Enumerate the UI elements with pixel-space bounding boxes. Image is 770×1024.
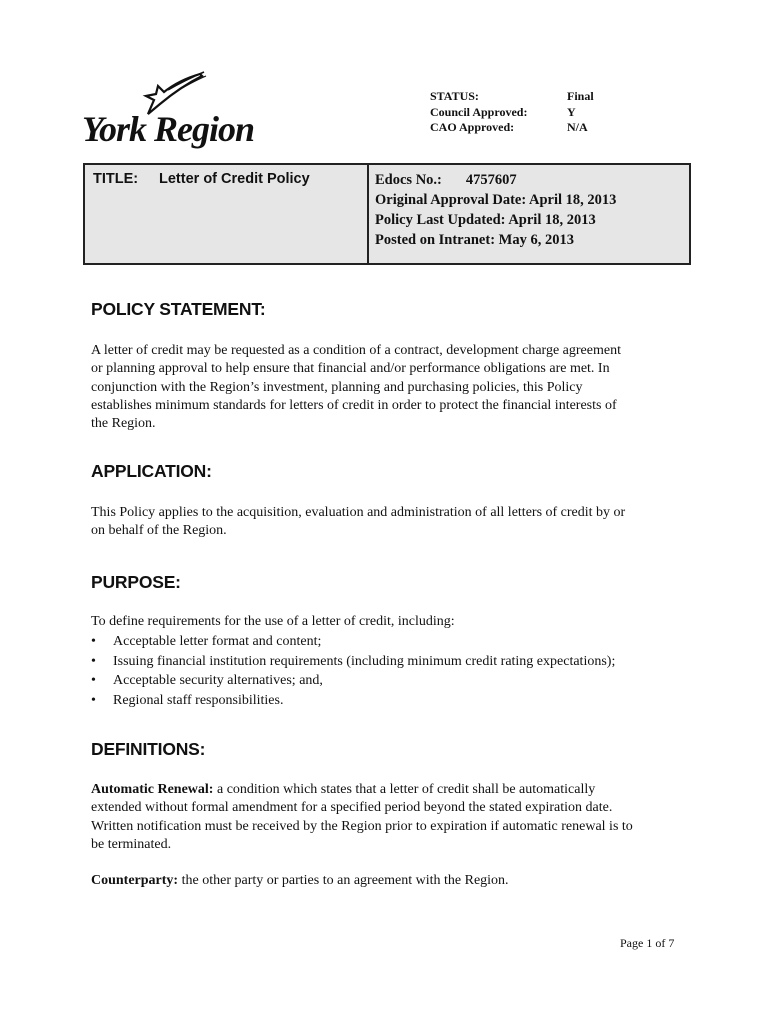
status-row bbox=[430, 89, 594, 105]
original-approval-date: Original Approval Date: April 18, 2013 bbox=[375, 192, 617, 208]
definition-term: Automatic Renewal: bbox=[91, 782, 214, 797]
council-approved-label: Council Approved: bbox=[430, 104, 528, 119]
list-item: • Acceptable letter format and content; bbox=[91, 632, 691, 652]
cao-approved-label: CAO Approved: bbox=[430, 120, 515, 134]
definition-term: Counterparty: bbox=[91, 873, 179, 888]
page-number: Page 1 of 7 bbox=[620, 936, 675, 950]
council-approved-row bbox=[430, 105, 594, 121]
text-line: on behalf of the Region. bbox=[91, 523, 227, 539]
list-item: • Regional staff responsibilities. bbox=[91, 691, 691, 711]
list-item: • Acceptable security alternatives; and, bbox=[91, 671, 691, 691]
edocs-number: 4757607 bbox=[465, 172, 517, 188]
purpose-intro: To define requirements for the use of a letter of credit, including: bbox=[91, 614, 455, 629]
edocs-line bbox=[375, 170, 689, 190]
policy-statement-text bbox=[91, 342, 691, 433]
cao-approved-value: N/A bbox=[567, 120, 588, 134]
purpose-heading: PURPOSE: bbox=[91, 572, 181, 592]
posted-on-intranet: Posted on Intranet: May 6, 2013 bbox=[375, 232, 574, 248]
policy-statement-heading: POLICY STATEMENT: bbox=[91, 299, 266, 319]
text-line: A letter of credit may be requested as a condition of a contract, development charge agreement bbox=[91, 343, 621, 358]
york-region-logo bbox=[82, 70, 282, 150]
policy-title: Letter of Credit Policy bbox=[159, 171, 310, 187]
counterparty-definition bbox=[91, 872, 691, 890]
text-line: the Region. bbox=[91, 416, 156, 432]
definition-text: the other party or parties to an agreement with the Region. bbox=[178, 873, 509, 888]
edocs-label: Edocs No.: bbox=[375, 172, 442, 188]
text-line: be terminated. bbox=[91, 836, 172, 852]
text-line: conjunction with the Region’s investment, planning and purchasing policies, this Policy bbox=[91, 379, 583, 395]
status-value: Final bbox=[567, 89, 594, 103]
status-label: STATUS: bbox=[430, 89, 479, 103]
title-box bbox=[83, 163, 691, 265]
status-block bbox=[430, 89, 594, 136]
text-line: or planning approval to help ensure that financial and/or performance obligations are met. In bbox=[91, 361, 610, 377]
automatic-renewal-definition bbox=[91, 781, 691, 854]
text-line bbox=[91, 781, 691, 799]
policy-last-updated: Policy Last Updated: April 18, 2013 bbox=[375, 212, 596, 228]
list-item: • Issuing financial institution requirements (including minimum credit rating expectations); bbox=[91, 652, 691, 672]
text-line: extended without formal amendment for a specified period beyond the stated expiration date. bbox=[91, 800, 613, 816]
title-cell bbox=[85, 165, 369, 263]
text-line: establishes minimum standards for letters of credit in order to protect the financial interests of bbox=[91, 397, 617, 413]
application-text bbox=[91, 504, 691, 541]
council-approved-value: Y bbox=[567, 104, 576, 119]
text-line: Written notification must be received by the Region prior to expiration if automatic renewal is to bbox=[91, 818, 633, 834]
text-line: This Policy applies to the acquisition, evaluation and administration of all letters of credit by or bbox=[91, 505, 626, 520]
title-label: TITLE: bbox=[93, 171, 139, 187]
cao-approved-row bbox=[430, 120, 594, 136]
logo-wordmark: York Region bbox=[82, 109, 255, 149]
policy-meta-cell bbox=[369, 165, 689, 263]
application-heading: APPLICATION: bbox=[91, 461, 212, 481]
purpose-bullet-list bbox=[91, 632, 691, 710]
definitions-heading: DEFINITIONS: bbox=[91, 739, 206, 759]
definition-text: a condition which states that a letter of credit shall be automatically bbox=[213, 782, 596, 797]
